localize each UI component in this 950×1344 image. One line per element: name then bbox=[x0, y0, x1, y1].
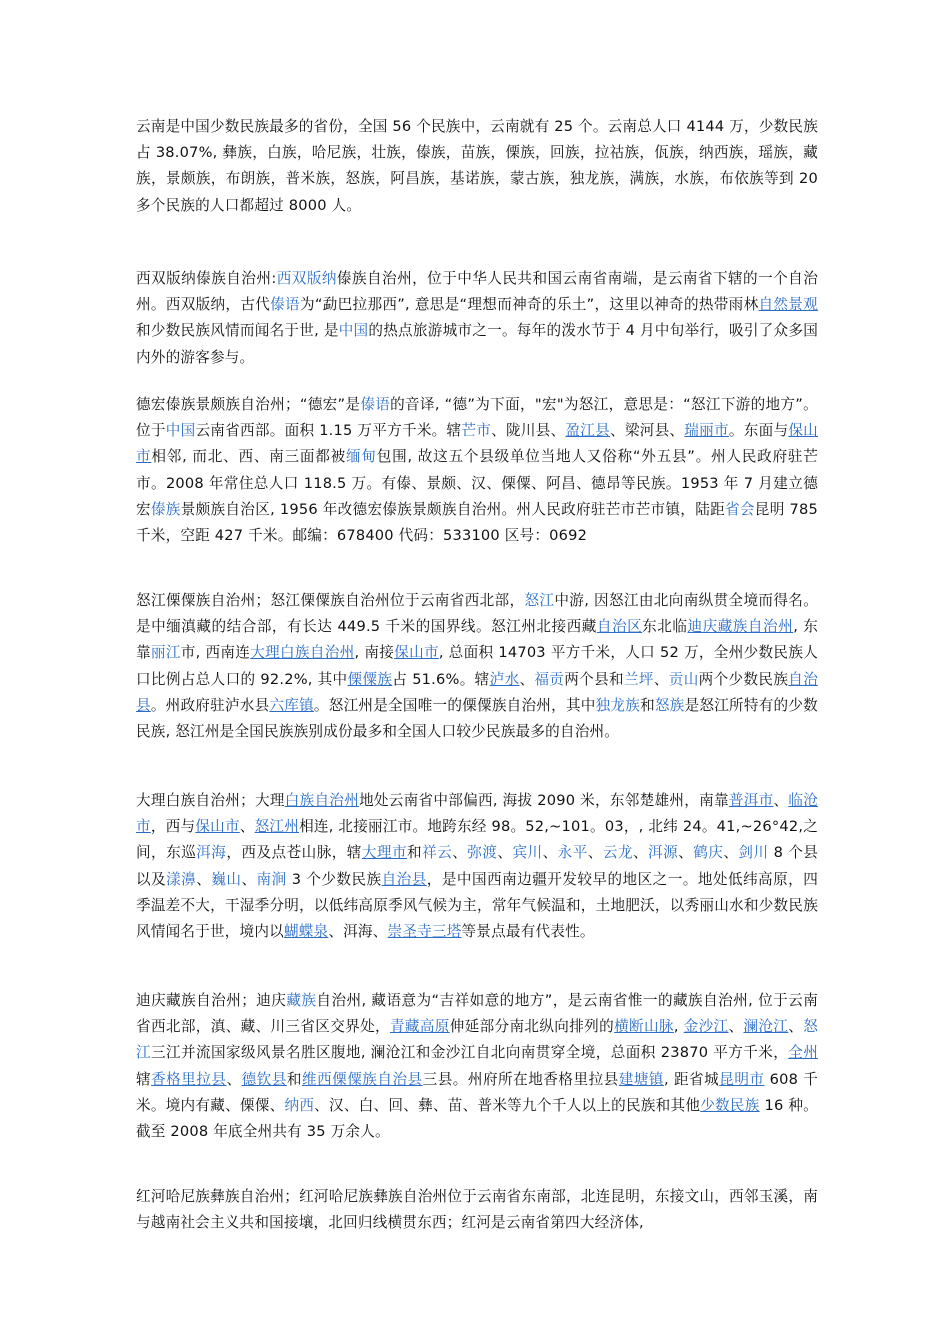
text-run: 迪庆藏族自治州；迪庆 bbox=[136, 992, 287, 1009]
hyperlink[interactable]: 省会 bbox=[725, 500, 755, 518]
hyperlink[interactable]: 祥云 bbox=[422, 844, 453, 862]
text-run: 、 bbox=[226, 1070, 242, 1088]
text-run: 自治州, 藏语意为“吉祥如意的地方”，是云南省惟一的藏族自治州, 位于云南省西北部，滇、藏、川三省区交界处， bbox=[136, 992, 818, 1036]
hyperlink[interactable]: 迪庆藏族自治州 bbox=[687, 618, 794, 636]
text-run: 、 bbox=[632, 844, 649, 862]
text-run: 。州政府驻泸水县 bbox=[150, 696, 270, 714]
text-run: , 南接 bbox=[354, 644, 395, 662]
text-run: 、 bbox=[239, 818, 255, 836]
hyperlink[interactable]: 维西傈僳族自治县 bbox=[301, 1070, 423, 1088]
text-run: 、汉、白、回、彝、苗、普米等九个千人以上的民族和其他 bbox=[314, 1096, 701, 1114]
paragraph-dehong bbox=[136, 392, 818, 549]
paragraph-honghe bbox=[136, 1184, 818, 1236]
text-run: 、陇川县、 bbox=[491, 422, 566, 440]
text-run: 、 bbox=[678, 844, 694, 862]
text-run: 云南是中国少数民族最多的省份，全国 56 个民族中，云南就有 25 个。云南总人口 4144 万，少数民族占 38.07%, 彝族，白族，哈尼族，壮族，傣族，苗族，傈族，回族，拉祜族，佤族，纳西族，瑶族，藏族，景颇族，布朗族，普米族，怒族，阿昌族，基诺族，蒙古族，独龙族，满族，水族，布依族等到 20 多个民族的人口都超过 8000 人。 bbox=[136, 118, 818, 214]
text-run: 云南省西部。面积 1.15 万平方千米。辖 bbox=[195, 422, 462, 440]
hyperlink[interactable]: 鹤庆 bbox=[693, 844, 724, 862]
text-run: 。东面与 bbox=[728, 422, 789, 440]
hyperlink[interactable]: 藏族 bbox=[286, 992, 317, 1009]
text-run: 伸延部分南北纵向排列的 bbox=[449, 1018, 615, 1036]
paragraph-dali bbox=[136, 788, 818, 945]
text-run: 和 bbox=[407, 844, 423, 862]
hyperlink[interactable]: 自然景观 bbox=[758, 296, 818, 314]
text-run: 的热点旅游城市之一。每年的泼水节于 4 月中旬举行，吸引了众多国内外的游客参与。 bbox=[136, 322, 819, 366]
hyperlink[interactable]: 傣语 bbox=[360, 396, 391, 413]
hyperlink[interactable]: 少数民族 bbox=[700, 1096, 760, 1114]
hyperlink[interactable]: 蝴蝶泉 bbox=[283, 923, 329, 941]
hyperlink[interactable]: 福贡 bbox=[534, 670, 565, 688]
hyperlink[interactable]: 白族自治州 bbox=[284, 792, 360, 809]
text-run: 3 个少数民族 bbox=[286, 870, 382, 888]
text-run: 、 bbox=[728, 1018, 744, 1036]
text-run: 、 bbox=[653, 670, 669, 688]
text-run: 和 bbox=[286, 1070, 302, 1088]
text-run: 、 bbox=[519, 670, 535, 688]
text-run: ，西及点苍山脉，辖 bbox=[226, 844, 362, 862]
text-run: 、 bbox=[788, 1018, 804, 1036]
hyperlink[interactable]: 金沙江 bbox=[683, 1018, 729, 1036]
text-run: 和少数民族风情而闻名于世, 是 bbox=[136, 322, 339, 340]
text-run: 中游, 因怒江由北向南纵贯全境而得名。是中缅滇藏的结合部，有长达 449.5 千米的国界线。怒江州北接西藏 bbox=[136, 592, 819, 636]
text-run: 包围, 故这五个县级单位当地人又俗称“外五县”。州人民政府驻芒市。2008 年常住总人口 118.5 万。有傣、景颇、汉、傈僳、阿昌、德昂等民族。1953 年 7 月建立德宏 bbox=[136, 448, 818, 518]
hyperlink[interactable]: 保山市 bbox=[394, 644, 439, 662]
hyperlink[interactable]: 横断山脉 bbox=[614, 1018, 674, 1036]
text-run: 、 bbox=[452, 844, 468, 862]
hyperlink[interactable]: 洱海 bbox=[196, 844, 227, 862]
hyperlink[interactable]: 兰坪 bbox=[623, 670, 654, 688]
hyperlink[interactable]: 中国 bbox=[338, 322, 369, 340]
hyperlink[interactable]: 香格里拉县 bbox=[151, 1070, 227, 1088]
text-run: 16 种。截至 2008 年底全州共有 35 万余人。 bbox=[136, 1096, 818, 1141]
text-run: 等景点最有代表性。 bbox=[461, 923, 595, 941]
text-run: 、 bbox=[497, 844, 513, 862]
hyperlink[interactable]: 南涧 bbox=[256, 870, 287, 888]
text-run: 景颇族自治区, 1956 年改德宏傣族景颇族自治州。州人民政府驻芒市芒市镇，陆距 bbox=[180, 500, 725, 518]
hyperlink[interactable]: 西双版纳 bbox=[276, 270, 337, 287]
hyperlink[interactable]: 青藏高原 bbox=[389, 1018, 450, 1036]
hyperlink[interactable]: 大理市 bbox=[361, 844, 408, 862]
text-run: ，是中国西南边疆开发较早的地区之一。地处低纬高原，四季温差不大，干湿季分明，以低纬高原季风气候为主，常年气候温和，土地肥沃，以秀丽山水和少数民族风情闻名于世，境内以 bbox=[136, 870, 819, 941]
hyperlink[interactable]: 漾濞 bbox=[166, 870, 197, 888]
text-run: 、 bbox=[241, 870, 257, 888]
text-run: 两个少数民族 bbox=[698, 670, 789, 688]
hyperlink[interactable]: 瑞丽市 bbox=[684, 422, 729, 440]
paragraph-diqing bbox=[136, 988, 818, 1145]
text-run: 怒江傈僳族自治州；怒江傈僳族自治州位于云南省西北部， bbox=[136, 592, 525, 609]
text-run: 、 bbox=[587, 844, 603, 862]
text-run: , 距省城 bbox=[664, 1070, 720, 1088]
hyperlink[interactable]: 芒市 bbox=[461, 422, 492, 440]
hyperlink[interactable]: 保山市 bbox=[136, 422, 818, 466]
hyperlink[interactable]: 云龙 bbox=[602, 844, 633, 862]
text-run: 市, 西南连 bbox=[180, 644, 251, 662]
text-run: 和 bbox=[640, 696, 655, 714]
text-run: 、 bbox=[196, 870, 212, 888]
text-run: 为“勐巴拉那西”, 意思是“理想而神奇的乐土”，这里以神奇的热带雨林 bbox=[299, 296, 759, 314]
hyperlink[interactable]: 洱源 bbox=[648, 844, 679, 862]
text-run: 占 51.6%。辖 bbox=[392, 670, 490, 688]
text-run: 大理白族自治州；大理 bbox=[136, 792, 285, 809]
hyperlink[interactable]: 傈僳族 bbox=[347, 670, 393, 688]
hyperlink[interactable]: 盈江县 bbox=[565, 422, 610, 440]
hyperlink[interactable]: 保山市 bbox=[195, 818, 240, 836]
hyperlink[interactable]: 宾川 bbox=[512, 844, 543, 862]
hyperlink[interactable]: 弥渡 bbox=[467, 844, 498, 862]
text-run: 昆明 785 千米，空距 427 千米。邮编：678400 代码：533100 区号：0692 bbox=[136, 500, 818, 545]
text-run: 相连, 北接丽江市。地跨东经 98。52,~101。03，, 北纬 24。41,~26°42,之间，东巡 bbox=[136, 818, 819, 862]
hyperlink[interactable]: 德钦县 bbox=[241, 1070, 287, 1088]
text-run: 傣族自治州，位于中华人民共和国云南省南端，是云南省下辖的一个自治州。西双版纳，古代 bbox=[136, 270, 818, 314]
text-run: 、梁河县、 bbox=[610, 422, 685, 440]
text-run: 、 bbox=[773, 792, 789, 809]
hyperlink[interactable]: 中国 bbox=[165, 422, 196, 440]
text-run: 两个县和 bbox=[564, 670, 624, 688]
hyperlink[interactable]: 昆明市 bbox=[719, 1070, 765, 1088]
text-run: 、洱海、 bbox=[328, 923, 388, 941]
hyperlink[interactable]: 永平 bbox=[557, 844, 588, 862]
text-run: ，西与 bbox=[150, 818, 196, 836]
hyperlink[interactable]: 纳西 bbox=[284, 1096, 315, 1114]
text-run: 红河哈尼族彝族自治州；红河哈尼族彝族自治州位于云南省东南部，北连昆明，东接文山，西邻玉溪，南与越南社会主义共和国接壤，北回归线横贯东西；红河是云南省第四大经济体, bbox=[136, 1188, 818, 1232]
text-run: 三江并流国家级风景名胜区腹地, 澜沧江和金沙江自北向南贯穿全境，总面积 23870 平方千米， bbox=[151, 1044, 789, 1062]
hyperlink[interactable]: 临沧市 bbox=[136, 792, 818, 836]
hyperlink[interactable]: 巍山 bbox=[211, 870, 242, 888]
text-run: 德宏傣族景颇族自治州；“德宏”是 bbox=[136, 396, 361, 413]
text-run: , bbox=[673, 1018, 684, 1036]
text-run: , 东靠 bbox=[136, 618, 818, 662]
text-run: , 总面积 14703 平方千米，人口 52 万，全州少数民族人口比例占总人口的 92.2%, 其中 bbox=[136, 644, 819, 688]
hyperlink[interactable]: 怒江 bbox=[524, 592, 555, 609]
text-run: 辖 bbox=[136, 1070, 152, 1088]
text-run: 西双版纳傣族自治州: bbox=[136, 270, 277, 287]
hyperlink[interactable]: 独龙族 bbox=[595, 696, 641, 714]
text-run: 地处云南省中部偏西, 海拔 2090 米，东邻楚雄州，南靠 bbox=[359, 792, 729, 809]
hyperlink[interactable]: 怒江 bbox=[136, 1018, 819, 1062]
text-run: 相邻, 而北、西、南三面都被 bbox=[151, 448, 347, 466]
hyperlink[interactable]: 泸水 bbox=[489, 670, 520, 688]
hyperlink[interactable]: 崇圣寺三塔 bbox=[387, 923, 462, 941]
hyperlink[interactable]: 全州 bbox=[788, 1044, 818, 1062]
hyperlink[interactable]: 自治区 bbox=[596, 618, 643, 636]
hyperlink[interactable]: 大理白族自治州 bbox=[250, 644, 355, 662]
hyperlink[interactable]: 怒族 bbox=[654, 696, 685, 714]
paragraph-nujiang bbox=[136, 588, 818, 745]
text-run: 的音译, “德”为下面，"宏"为怒江，意思是：“怒江下游的地方”。位于 bbox=[136, 396, 818, 440]
hyperlink[interactable]: 剑川 bbox=[738, 844, 769, 862]
text-run: 三县。州府所在地香格里拉县 bbox=[422, 1070, 619, 1088]
hyperlink[interactable]: 丽江 bbox=[150, 644, 181, 662]
text-run: 是怒江所特有的少数民族, 怒江州是全国民族族别成份最多和全国人口较少民族最多的自治州。 bbox=[136, 696, 818, 741]
text-run: 、 bbox=[542, 844, 558, 862]
paragraph-xishuangbanna bbox=[136, 266, 818, 371]
text-run: 。怒江州是全国唯一的傈僳族自治州，其中 bbox=[313, 696, 596, 714]
hyperlink[interactable]: 六库镇 bbox=[269, 696, 314, 714]
hyperlink[interactable]: 自治县 bbox=[136, 670, 818, 714]
hyperlink[interactable]: 贡山 bbox=[668, 670, 699, 688]
text-run: 东北临 bbox=[642, 618, 688, 636]
hyperlink[interactable]: 怒江州 bbox=[254, 818, 300, 836]
text-run: 8 个县以及 bbox=[136, 844, 819, 888]
hyperlink[interactable]: 普洱市 bbox=[728, 792, 774, 809]
text-run: 、 bbox=[723, 844, 739, 862]
hyperlink[interactable]: 傣族 bbox=[150, 500, 181, 518]
hyperlink[interactable]: 澜沧江 bbox=[743, 1018, 789, 1036]
text-run: 608 千米。境内有藏、傈僳、 bbox=[136, 1070, 819, 1114]
paragraph-intro bbox=[136, 114, 818, 219]
hyperlink[interactable]: 建塘镇 bbox=[618, 1070, 664, 1088]
hyperlink[interactable]: 自治县 bbox=[381, 870, 427, 888]
hyperlink[interactable]: 缅甸 bbox=[346, 448, 377, 466]
hyperlink[interactable]: 傣语 bbox=[270, 296, 300, 314]
